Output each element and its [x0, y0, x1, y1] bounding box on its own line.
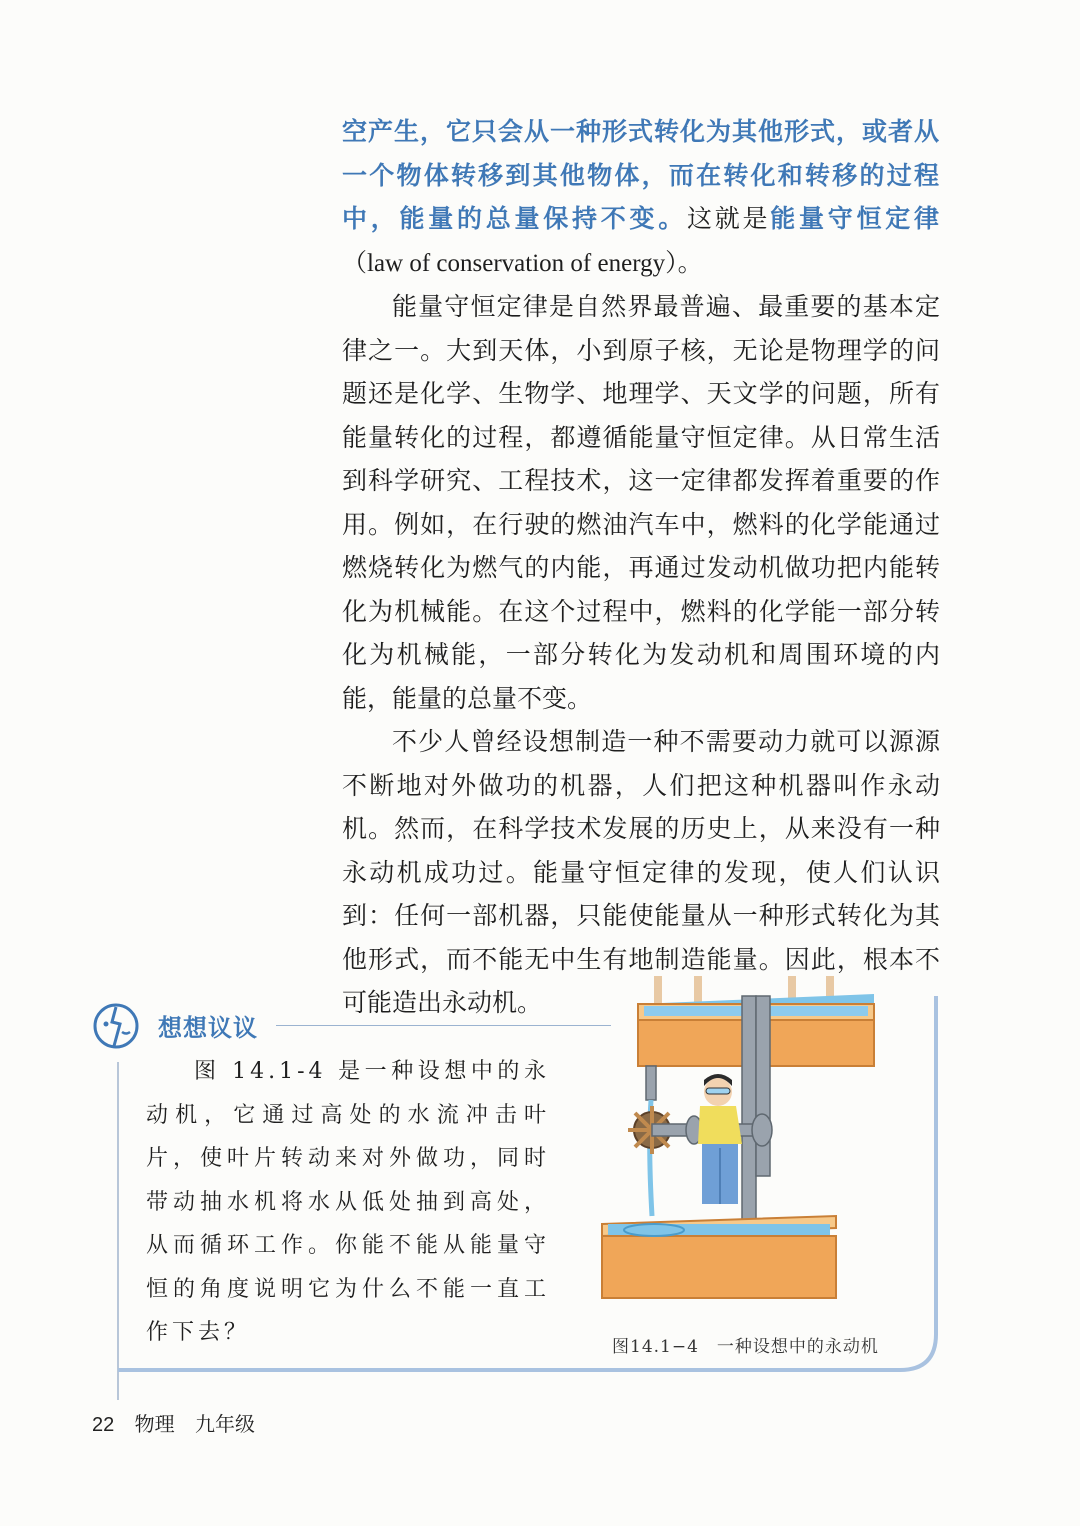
title-divider [276, 1025, 611, 1026]
subject-label: 物理 [134, 1412, 175, 1436]
page-number: 22 [92, 1414, 115, 1436]
paragraph-universality: 能量守恒定律是自然界最普遍、最重要的基本定律之一。大到天体，小到原子核，无论是物理学的问题还是化学、生物学、地理学、天文学的问题，所有能量转化的过程，都遵循能量守恒定律。从日常生活到科学研究、工程技术，这一定律都发挥着重要的作用。例如，在行驶的燃油汽车中，燃料的化学能通过燃烧转化为燃气的内能，再通过发动机做功把内能转化为机械能。在这个过程中，燃料的化学能一部分转化为机械能，一部分转化为发动机和周围环境的内能，能量的总量不变。 [342, 292, 940, 713]
discuss-text [146, 1050, 550, 1355]
perpetual-motion-figure [582, 976, 912, 1320]
paragraph-perpetual-motion: 不少人曾经设想制造一种不需要动力就可以源源不断地对外做功的机器，人们把这种机器叫作永动机。然而，在科学技术发展的历史上，从来没有一种永动机成功过。能量守恒定律的发现，使人们认识到：任何一部机器，只能使能量从一种形式转化为其他形式，而不能无中生有地制造能量。因此，根本不可能造出永动机。 [342, 727, 940, 1017]
discuss-title: 想想议议 [158, 1014, 258, 1042]
grade-label: 九年级 [194, 1412, 255, 1436]
main-text [342, 110, 940, 1025]
discuss-question: 图 14.1-4 是一种设想中的永动机，它通过高处的水流冲击叶片，使叶片转动来对外做功，同时带动抽水机将水从低处抽到高处，从而循环工作。你能不能从能量守恒的角度说明它为什么不能一直工作下去？ [146, 1059, 550, 1345]
figure-caption: 图14.1−4 一种设想中的永动机 [612, 1337, 879, 1357]
paragraph-law: 空产生，它只会从一种形式转化为其他形式，或者从一个物体转移到其他物体，而在转化和转移的过程中，能量的总量保持不变。这就是能量守恒定律（law of conservation of energy）。 [342, 117, 941, 277]
page-footer [92, 1408, 269, 1437]
law-statement: 空产生，它只会从一种形式转化为其他形式，或者从一个物体转移到其他物体，而在转化和转移的过程中，能量的总量保持不变。 [342, 117, 941, 233]
law-name: 能量守恒定律 [770, 204, 940, 233]
law-english: law of conservation of energy [367, 249, 666, 277]
thinking-face-icon [92, 1002, 140, 1050]
